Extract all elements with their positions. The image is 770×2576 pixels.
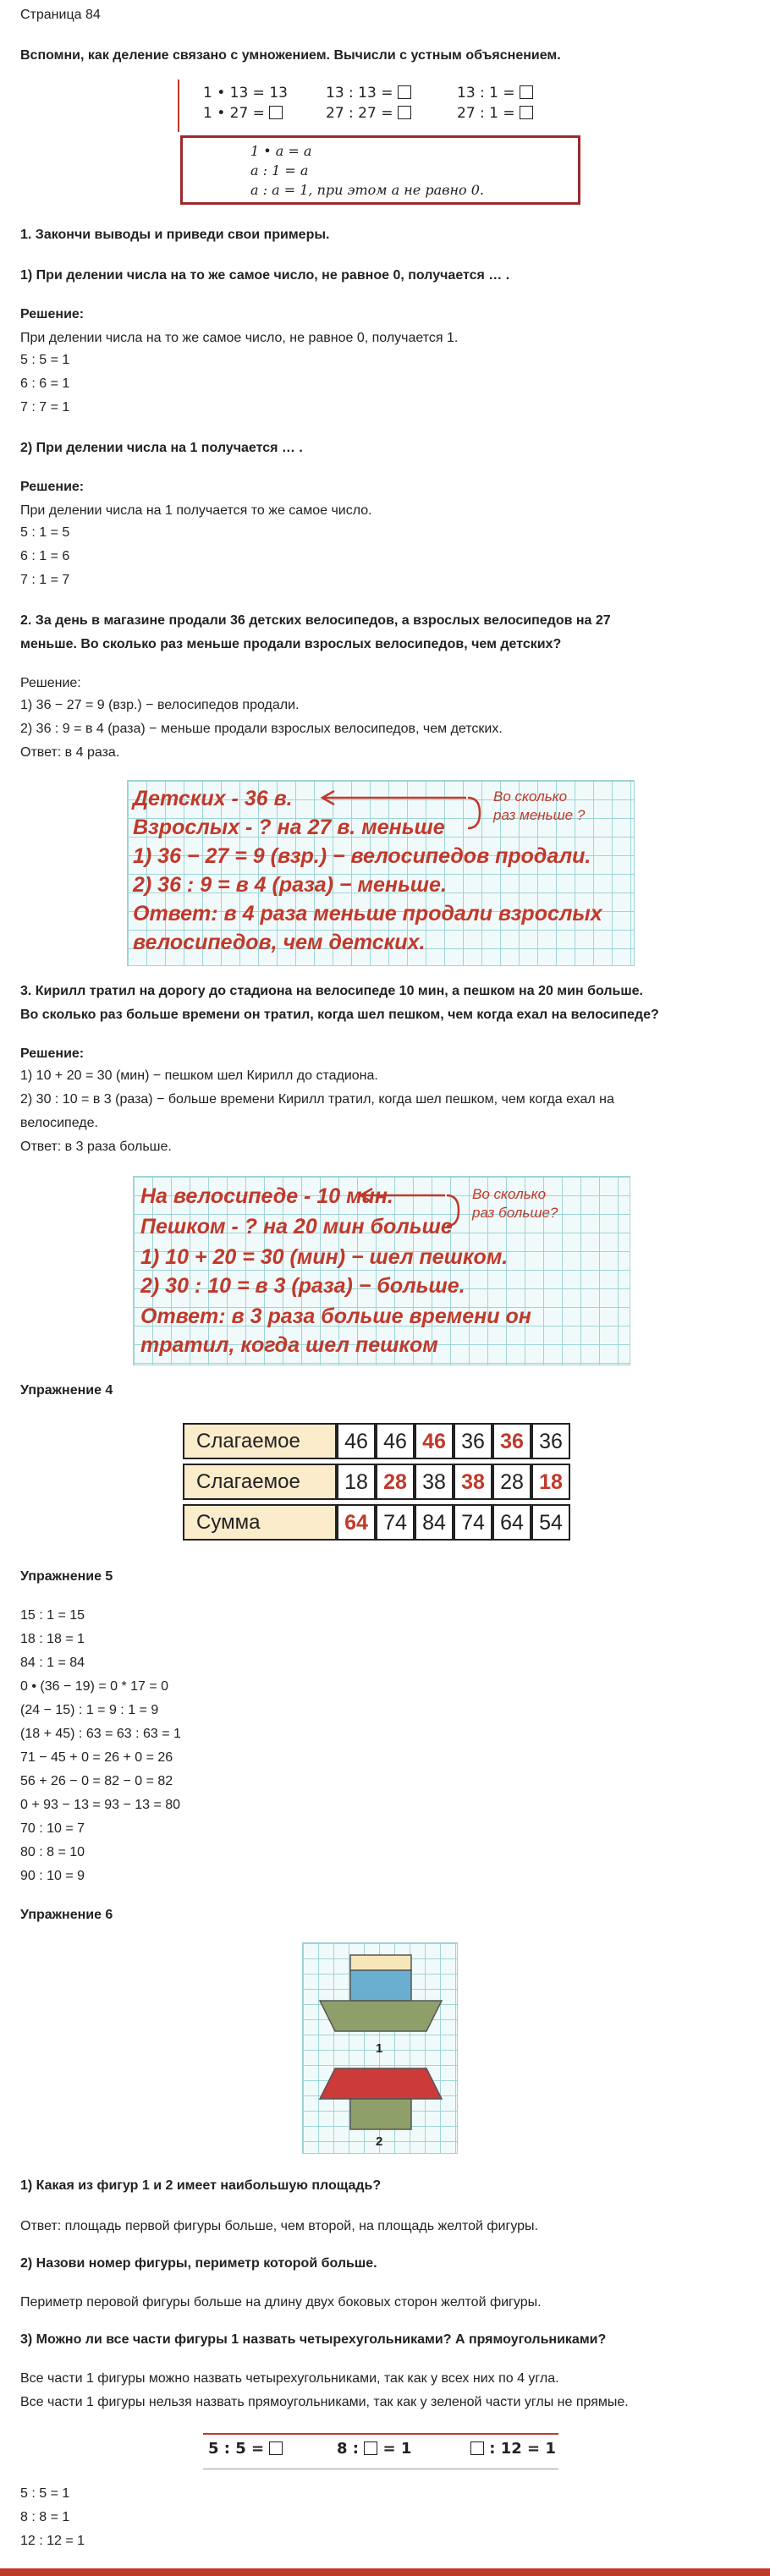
solution-line: 2) 36 : 9 = в 4 (раза) − меньше продали взрослых велосипедов, чем детских. (20, 722, 503, 736)
task1-title: 1. Закончи выводы и приведи свои примеры. (20, 228, 330, 242)
ex5-line: (24 − 15) : 1 = 9 : 1 = 9 (20, 1703, 159, 1717)
table-cell: 36 (454, 1423, 492, 1459)
example-line: 6 : 6 = 1 (20, 376, 70, 391)
footer-bar (0, 2568, 770, 2576)
ex5-lines (20, 1604, 181, 1888)
solution-line: Ответ: в 3 раза больше. (20, 1140, 172, 1154)
hw-line: Ответ: в 3 раза больше времени он (140, 1304, 531, 1328)
task3-title-l1: 3. Кирилл тратил на дорогу до стадиона на велосипеде 10 мин, а пешком на 20 мин больше. (20, 984, 643, 998)
rule-2: a : 1 = a (250, 162, 309, 179)
hw-line: Детских - 36 в. (133, 787, 293, 810)
eq-2-1: 1 • 27 = (203, 105, 283, 122)
example-line: 7 : 1 = 7 (20, 573, 70, 587)
task3-solution (20, 1064, 614, 1159)
task1-a2: При делении числа на 1 получается то же самое число. (20, 503, 372, 518)
hw-note: Во сколько (472, 1186, 547, 1202)
ex4-title: Упражнение 4 (20, 1383, 113, 1398)
blank-square-icon (398, 85, 411, 99)
table-cell: 46 (415, 1423, 454, 1459)
divider-line (203, 2433, 558, 2435)
table-row-label: Сумма (183, 1504, 337, 1541)
table-row-label: Слагаемое (183, 1464, 337, 1500)
blank-square-icon (364, 2441, 377, 2455)
table-cell: 74 (454, 1504, 492, 1541)
task1-q1: 1) При делении числа на то же самое число, не равное 0, получается … . (20, 268, 510, 283)
task1-q2: 2) При делении числа на 1 получается … . (20, 441, 303, 455)
ex5-line: 56 + 26 − 0 = 82 − 0 = 82 (20, 1774, 173, 1788)
table-cell: 36 (531, 1423, 570, 1459)
hw-note: раз больше? (472, 1205, 558, 1221)
task2-solution (20, 694, 503, 765)
example-line: 5 : 1 = 5 (20, 525, 70, 540)
final-line: 5 : 5 = 1 (20, 2486, 70, 2501)
addition-table (183, 1423, 580, 1544)
final-eq-3: : 12 = 1 (470, 2440, 556, 2458)
table-cell: 64 (492, 1504, 531, 1541)
ex5-line: 18 : 18 = 1 (20, 1632, 85, 1646)
notebook-image-task3 (133, 1176, 630, 1365)
solution-line: 2) 30 : 10 = в 3 (раза) − больше времени Кирилл тратил, когда шел пешком, чем когда ехал на (20, 1092, 614, 1107)
ex5-line: 84 : 1 = 84 (20, 1656, 85, 1670)
page-title: Страница 84 (20, 8, 101, 22)
hw-line: На велосипеде - 10 мин. (140, 1184, 393, 1208)
table-cell: 36 (492, 1423, 531, 1459)
ex5-line: 70 : 10 = 7 (20, 1821, 85, 1836)
solution-label: Решение: (20, 1046, 85, 1061)
ex5-title: Упражнение 5 (20, 1569, 113, 1584)
final-line: 8 : 8 = 1 (20, 2510, 70, 2524)
rule-box (180, 135, 580, 205)
task2-title-l1: 2. За день в магазине продали 36 детских велосипедов, а взрослых велосипедов на 27 (20, 613, 611, 628)
ex6-q1: 1) Какая из фигур 1 и 2 имеет наибольшую площадь? (20, 2178, 382, 2193)
figure-label-2: 2 (376, 2134, 383, 2149)
arrow-icon (314, 784, 483, 843)
ex6-a3-l2: Все части 1 фигуры нельзя назвать прямоугольниками, так как у зеленой части углы не прямые. (20, 2395, 629, 2409)
ex6-a3-l1: Все части 1 фигуры можно назвать четырехугольниками, так как у всех них по 4 угла. (20, 2371, 559, 2386)
final-line: 12 : 12 = 1 (20, 2534, 85, 2548)
rule-1: 1 • a = a (250, 143, 312, 159)
table-cell: 46 (337, 1423, 376, 1459)
ex6-q3: 3) Можно ли все части фигуры 1 назвать четырехугольниками? А прямоугольниками? (20, 2332, 607, 2347)
blank-square-icon (520, 106, 533, 119)
ex5-line: (18 + 45) : 63 = 63 : 63 = 1 (20, 1727, 181, 1741)
table-cell: 74 (376, 1504, 415, 1541)
blank-square-icon (520, 85, 533, 99)
shapes-figure (302, 1942, 458, 2154)
divider-line (178, 80, 179, 132)
table-cell: 28 (492, 1464, 531, 1500)
hw-line: Пешком - ? на 20 мин больше (140, 1215, 453, 1239)
hw-line: Ответ: в 4 раза меньше продали взрослых (133, 902, 602, 925)
blank-square-icon (398, 106, 411, 119)
task1-a1: При делении числа на то же самое число, не равное 0, получается 1. (20, 331, 459, 345)
eq-2-3: 27 : 1 = (457, 105, 533, 122)
table-cell: 64 (337, 1504, 376, 1541)
ex5-line: 90 : 10 = 9 (20, 1869, 85, 1883)
equation-grid (178, 80, 584, 132)
ex5-line: 0 • (36 − 19) = 0 * 17 = 0 (20, 1679, 169, 1694)
blank-square-icon (269, 106, 283, 119)
final-eq-1: 5 : 5 = (208, 2440, 283, 2458)
task1-examples-2 (20, 521, 69, 592)
table-cell: 46 (376, 1423, 415, 1459)
example-line: 7 : 7 = 1 (20, 400, 70, 415)
table-cell: 84 (415, 1504, 454, 1541)
solution-label: Решение: (20, 676, 81, 690)
solution-line: 1) 10 + 20 = 30 (мин) − пешком шел Кирилл до стадиона. (20, 1068, 378, 1083)
table-cell: 18 (531, 1464, 570, 1500)
example-line: 6 : 1 = 6 (20, 549, 70, 563)
hw-line: 2) 36 : 9 = в 4 (раза) − меньше. (133, 873, 447, 897)
solution-label: Решение: (20, 307, 85, 321)
solution-label: Решение: (20, 480, 85, 494)
hw-line: тратил, когда шел пешком (140, 1333, 438, 1357)
table-cell: 18 (337, 1464, 376, 1500)
solution-line: велосипеде. (20, 1116, 98, 1130)
figure-label-1: 1 (376, 2041, 383, 2056)
hw-line: Взрослых - ? на 27 в. меньше (133, 816, 445, 839)
notebook-image-task2 (127, 780, 635, 966)
ex5-line: 71 − 45 + 0 = 26 + 0 = 26 (20, 1750, 173, 1765)
solution-line: Ответ: в 4 раза. (20, 745, 120, 760)
example-line: 5 : 5 = 1 (20, 353, 70, 367)
arrow-icon (352, 1182, 470, 1241)
rule-3: a : a = 1, при этом a не равно 0. (250, 182, 484, 198)
final-equations (203, 2440, 558, 2465)
hw-line: 1) 36 − 27 = 9 (взр.) − велосипедов продали. (133, 844, 591, 868)
ex6-title: Упражнение 6 (20, 1908, 113, 1922)
blank-square-icon (269, 2441, 283, 2455)
solution-line: 1) 36 − 27 = 9 (взр.) − велосипедов продали. (20, 698, 300, 712)
task2-title-l2: меньше. Во сколько раз меньше продали взрослых велосипедов, чем детских? (20, 637, 562, 651)
table-cell: 28 (376, 1464, 415, 1500)
table-cell: 38 (415, 1464, 454, 1500)
intro-text: Вспомни, как деление связано с умножением. Вычисли с устным объяснением. (20, 48, 561, 63)
table-cell: 54 (531, 1504, 570, 1541)
table-cell: 38 (454, 1464, 492, 1500)
ex5-line: 0 + 93 − 13 = 93 − 13 = 80 (20, 1798, 181, 1812)
final-lines (20, 2482, 85, 2553)
hw-line: 1) 10 + 20 = 30 (мин) − шел пешком. (140, 1245, 509, 1269)
hw-line: 2) 30 : 10 = в 3 (раза) − больше. (140, 1274, 465, 1298)
hw-note: Во сколько (493, 788, 568, 805)
table-row-label: Слагаемое (183, 1423, 337, 1459)
hw-note: раз меньше ? (493, 807, 586, 823)
ex5-line: 80 : 8 = 10 (20, 1845, 85, 1859)
eq-1-1: 1 • 13 = 13 (203, 85, 288, 102)
eq-1-2: 13 : 13 = (326, 85, 411, 102)
ex6-a2: Периметр перовой фигуры больше на длину двух боковых сторон желтой фигуры. (20, 2295, 542, 2310)
ex6-q2: 2) Назови номер фигуры, периметр которой больше. (20, 2256, 377, 2271)
final-eq-2: 8 : = 1 (337, 2440, 412, 2458)
blank-square-icon (470, 2441, 484, 2455)
ex6-a1: Ответ: площадь первой фигуры больше, чем второй, на площадь желтой фигуры. (20, 2219, 538, 2233)
eq-2-2: 27 : 27 = (326, 105, 411, 122)
eq-1-3: 13 : 1 = (457, 85, 533, 102)
task3-title-l2: Во сколько раз больше времени он тратил, когда шел пешком, чем когда ехал на велосипеде? (20, 1008, 659, 1022)
task1-examples-1 (20, 349, 69, 420)
ex5-line: 15 : 1 = 15 (20, 1608, 85, 1623)
hw-line: велосипедов, чем детских. (133, 931, 426, 954)
